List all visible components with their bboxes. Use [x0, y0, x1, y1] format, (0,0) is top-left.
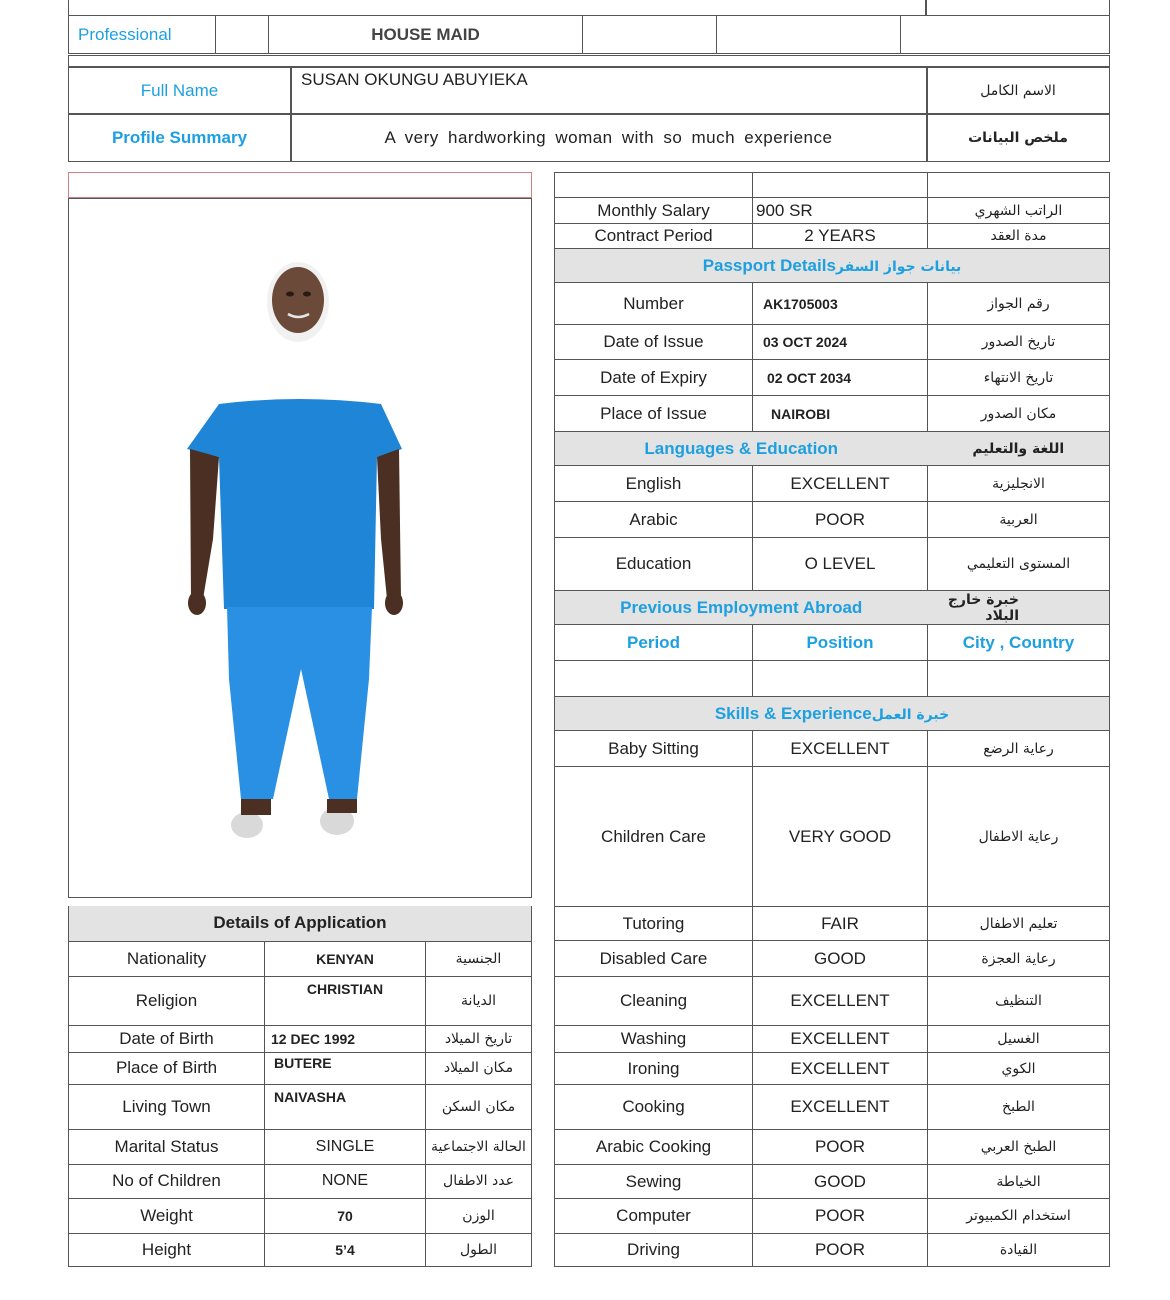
application-title: Details of Application — [69, 906, 532, 941]
issue-date-label: Date of Issue — [555, 325, 753, 360]
education-arabic: المستوى التعليمي — [928, 538, 1110, 591]
disabled-care-arabic: رعاية العجزة — [928, 941, 1110, 977]
issue-date-value: 03 OCT 2024 — [753, 325, 928, 360]
professional-label: Professional — [68, 16, 216, 54]
profession-value: HOUSE MAID — [269, 16, 583, 54]
baby-sitting-value: EXCELLENT — [753, 731, 928, 767]
expiry-date-arabic: تاريخ الانتهاء — [928, 360, 1110, 396]
children-label: No of Children — [69, 1164, 265, 1198]
profile-summary-arabic: ملخص البيانات — [968, 130, 1068, 146]
arabic-arabic: العربية — [928, 502, 1110, 538]
languages-title: Languages & Education — [555, 432, 928, 466]
children-arabic: عدد الاطفال — [426, 1164, 532, 1198]
washing-arabic: الغسيل — [928, 1026, 1110, 1053]
dob-value: 12 DEC 1992 — [265, 1025, 426, 1052]
education-value: O LEVEL — [753, 538, 928, 591]
employment-city-header: City , Country — [928, 625, 1110, 661]
height-label: Height — [69, 1233, 265, 1266]
passport-title: Passport Detailsبيانات جواز السفر — [555, 249, 1110, 283]
baby-sitting-arabic: رعاية الرضع — [928, 731, 1110, 767]
ironing-arabic: الكوي — [928, 1053, 1110, 1085]
professional-empty-1 — [583, 16, 717, 54]
pob-label: Place of Birth — [69, 1052, 265, 1084]
contract-period-arabic: مدة العقد — [928, 224, 1110, 249]
full-name-label: Full Name — [140, 80, 219, 100]
professional-spacer — [216, 16, 269, 54]
sewing-value: GOOD — [753, 1165, 928, 1199]
washing-label: Washing — [555, 1026, 753, 1053]
living-town-label: Living Town — [69, 1084, 265, 1129]
marital-status-value: SINGLE — [265, 1129, 426, 1164]
washing-value: EXCELLENT — [753, 1026, 928, 1053]
issue-place-label: Place of Issue — [555, 396, 753, 432]
profile-summary-label: Profile Summary — [111, 128, 248, 147]
driving-arabic: القيادة — [928, 1234, 1110, 1267]
salary-arabic: الراتب الشهري — [928, 198, 1110, 224]
name-summary-table — [68, 55, 1110, 162]
issue-date-arabic: تاريخ الصدور — [928, 325, 1110, 360]
employment-title-arabic: خبرة خارج البلاد — [928, 591, 1110, 625]
arabic-label: Arabic — [555, 502, 753, 538]
full-name-arabic: الاسم الكامل — [980, 82, 1056, 99]
english-arabic: الانجليزية — [928, 466, 1110, 502]
arabic-cooking-value: POOR — [753, 1130, 928, 1165]
salary-label: Monthly Salary — [555, 198, 753, 224]
marital-status-arabic: الحالة الاجتماعية — [426, 1129, 532, 1164]
employment-title: Previous Employment Abroad — [555, 591, 928, 625]
employment-position-header: Position — [753, 625, 928, 661]
baby-sitting-label: Baby Sitting — [555, 731, 753, 767]
arabic-cooking-arabic: الطبخ العربي — [928, 1130, 1110, 1165]
pob-value: BUTERE — [265, 1052, 426, 1084]
pob-arabic: مكان الميلاد — [426, 1052, 532, 1084]
children-care-arabic: رعاية الاطفال — [928, 767, 1110, 907]
tutoring-arabic: تعليم الاطفال — [928, 907, 1110, 941]
passport-number-value: AK1705003 — [753, 283, 928, 325]
driving-value: POOR — [753, 1234, 928, 1267]
sewing-arabic: الخياطة — [928, 1165, 1110, 1199]
children-care-value: VERY GOOD — [753, 767, 928, 907]
full-name-value: SUSAN OKUNGU ABUYIEKA — [301, 70, 528, 89]
passport-number-arabic: رقم الجواز — [928, 283, 1110, 325]
nationality-label: Nationality — [69, 941, 265, 976]
education-label: Education — [555, 538, 753, 591]
professional-empty-2 — [717, 16, 901, 54]
living-town-arabic: مكان السكن — [426, 1084, 532, 1129]
cleaning-value: EXCELLENT — [753, 977, 928, 1026]
religion-arabic: الديانة — [426, 976, 532, 1025]
salary-value: 900 SR — [753, 198, 928, 224]
religion-value: CHRISTIAN — [265, 976, 426, 1025]
children-care-label: Children Care — [555, 767, 753, 907]
cleaning-arabic: التنظيف — [928, 977, 1110, 1026]
profile-summary-value: A very hardworking woman with so much experience — [384, 128, 833, 147]
computer-label: Computer — [555, 1199, 753, 1234]
issue-place-value: NAIROBI — [753, 396, 928, 432]
contract-period-value: 2 YEARS — [753, 224, 928, 249]
ironing-value: EXCELLENT — [753, 1053, 928, 1085]
photo-red-strip — [68, 172, 532, 198]
weight-arabic: الوزن — [426, 1198, 532, 1233]
expiry-date-label: Date of Expiry — [555, 360, 753, 396]
children-value: NONE — [265, 1164, 426, 1198]
cleaning-label: Cleaning — [555, 977, 753, 1026]
passport-number-label: Number — [555, 283, 753, 325]
top-divider — [925, 0, 927, 16]
driving-label: Driving — [555, 1234, 753, 1267]
contract-period-label: Contract Period — [555, 224, 753, 249]
top-border — [68, 0, 1110, 16]
nationality-value: KENYAN — [265, 941, 426, 976]
marital-status-label: Marital Status — [69, 1129, 265, 1164]
height-arabic: الطول — [426, 1233, 532, 1266]
issue-place-arabic: مكان الصدور — [928, 396, 1110, 432]
weight-label: Weight — [69, 1198, 265, 1233]
candidate-photo — [69, 199, 530, 896]
english-label: English — [555, 466, 753, 502]
cooking-label: Cooking — [555, 1085, 753, 1130]
living-town-value: NAIVASHA — [265, 1084, 426, 1129]
religion-label: Religion — [69, 976, 265, 1025]
english-value: EXCELLENT — [753, 466, 928, 502]
right-table — [554, 172, 1110, 1267]
nationality-arabic: الجنسية — [426, 941, 532, 976]
photo-box — [68, 198, 532, 898]
cooking-arabic: الطبخ — [928, 1085, 1110, 1130]
computer-value: POOR — [753, 1199, 928, 1234]
application-table — [68, 906, 532, 1267]
tutoring-value: FAIR — [753, 907, 928, 941]
sewing-label: Sewing — [555, 1165, 753, 1199]
ironing-label: Ironing — [555, 1053, 753, 1085]
disabled-care-value: GOOD — [753, 941, 928, 977]
tutoring-label: Tutoring — [555, 907, 753, 941]
height-value: 5’4 — [265, 1233, 426, 1266]
expiry-date-value: 02 OCT 2034 — [753, 360, 928, 396]
computer-arabic: استخدام الكمبيوتر — [928, 1199, 1110, 1234]
employment-period-header: Period — [555, 625, 753, 661]
arabic-cooking-label: Arabic Cooking — [555, 1130, 753, 1165]
disabled-care-label: Disabled Care — [555, 941, 753, 977]
weight-value: 70 — [265, 1198, 426, 1233]
languages-title-arabic: اللغة والتعليم — [928, 432, 1110, 466]
dob-arabic: تاريخ الميلاد — [426, 1025, 532, 1052]
skills-title: Skills & Experienceخبرة العمل — [555, 697, 1110, 731]
arabic-value: POOR — [753, 502, 928, 538]
cooking-value: EXCELLENT — [753, 1085, 928, 1130]
dob-label: Date of Birth — [69, 1025, 265, 1052]
